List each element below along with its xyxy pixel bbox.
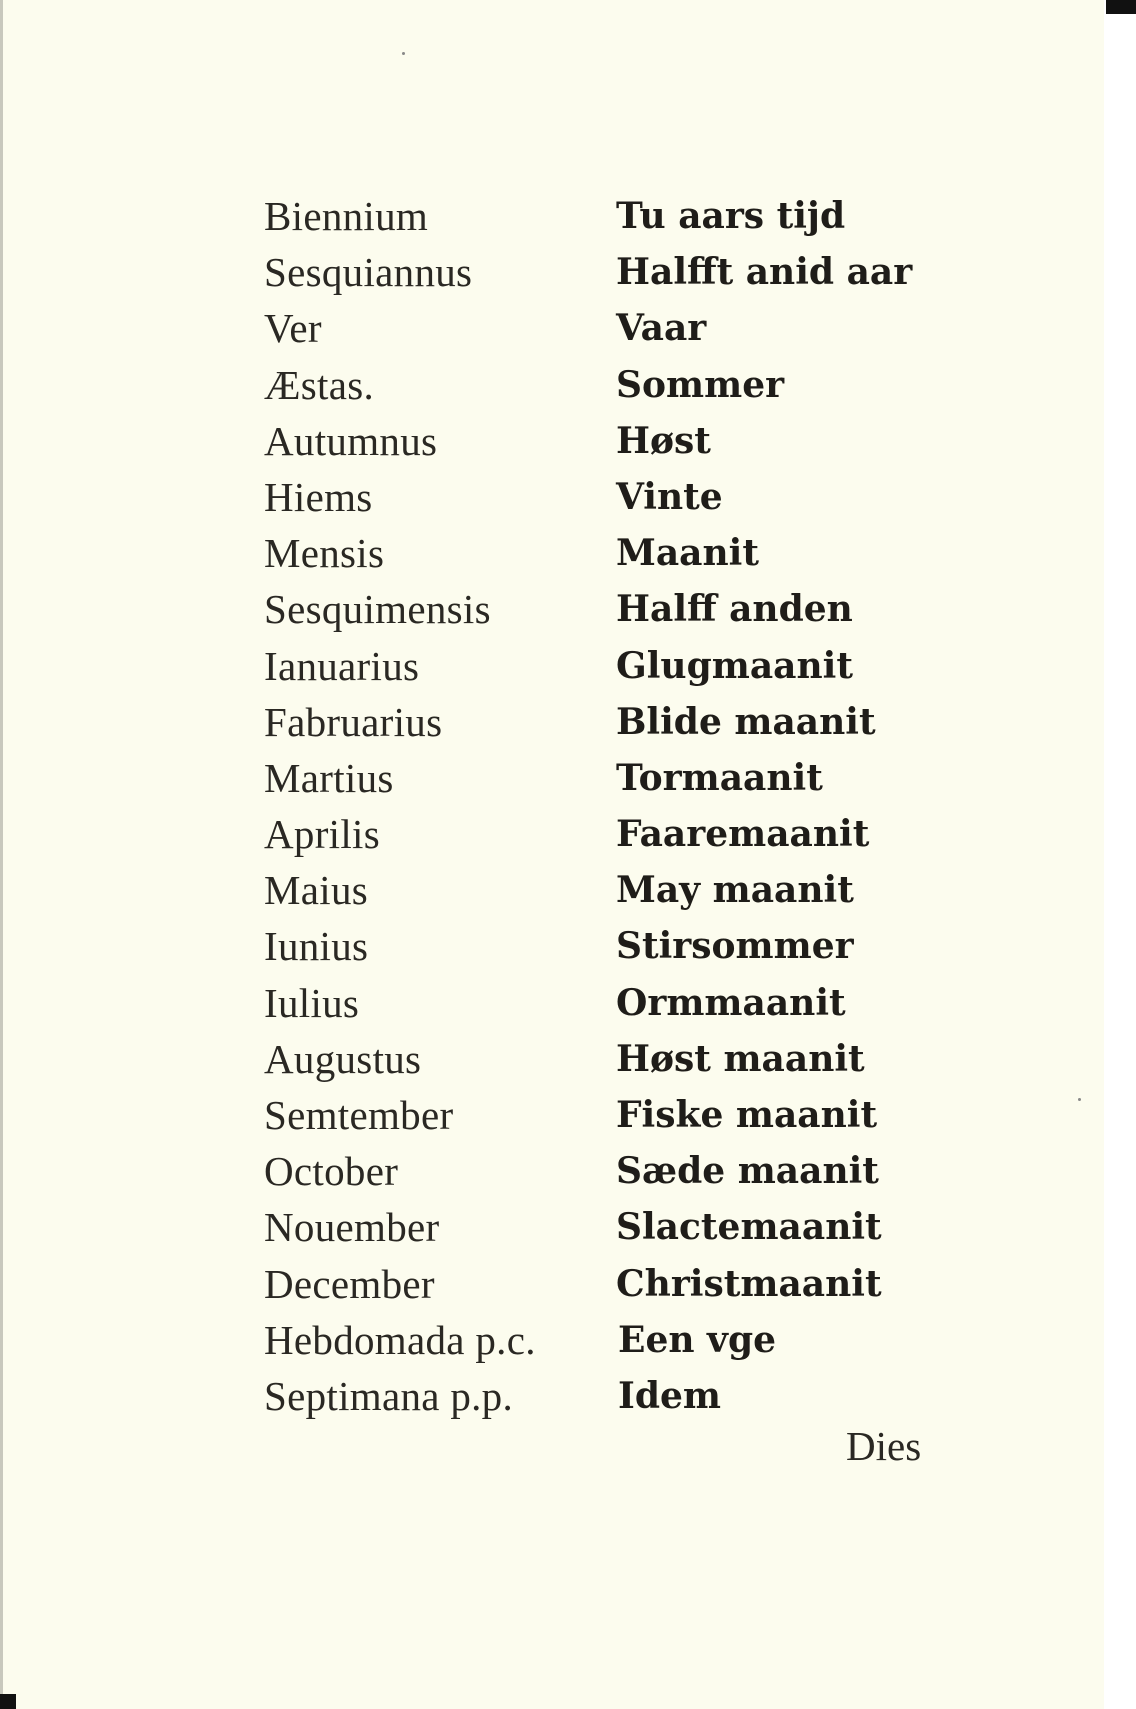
list-item [264,1260,984,1316]
catchword: Dies [846,1423,922,1469]
latin-term: Biennium [264,193,429,239]
danish-term: Faaremaanit [616,813,870,856]
latin-term: Augustus [264,1035,422,1082]
danish-term: Blide maanit [616,700,876,743]
latin-term: Fabruarius [264,698,443,745]
danish-term: Maanit [616,532,759,575]
list-item [264,529,984,585]
list-item [264,248,984,304]
danish-term: Vaar [616,307,707,350]
list-item [264,866,984,922]
list-item [264,192,984,248]
danish-term: May maanit [616,869,854,912]
list-item [264,810,984,866]
danish-term: Tormaanit [616,756,823,799]
scan-corner-mark [0,1694,16,1709]
danish-term: Christmaanit [616,1262,882,1305]
latin-term: Hebdomada p.c. [264,1316,536,1363]
latin-term: Sesquimensis [264,586,491,633]
danish-term: Høst [616,419,711,462]
list-item [264,417,984,473]
latin-term: Æstas. [264,361,375,408]
list-item [264,1147,984,1203]
danish-term: Ormmaanit [616,981,846,1024]
danish-term: Høst maanit [616,1037,865,1080]
latin-term: Septimana p.p. [264,1372,514,1419]
latin-term: Martius [264,754,394,801]
scan-corner-mark [1106,0,1136,14]
danish-term: Sæde maanit [616,1150,879,1193]
latin-term: Mensis [264,530,385,577]
list-item [264,1372,984,1428]
list-item [264,1203,984,1259]
latin-term: Nouember [264,1204,440,1251]
list-item [264,304,984,360]
danish-term: Vinte [616,475,723,518]
danish-term: Stirsommer [616,925,854,968]
danish-term: Tu aars tijd [616,195,846,237]
danish-term: Slactemaanit [616,1206,882,1249]
danish-term: Halfft anid aar [616,251,913,294]
list-item [264,1091,984,1147]
danish-term: Halff anden [616,588,853,631]
list-item [264,1316,984,1372]
danish-term: Een vge [618,1318,777,1361]
danish-term: Glugmaanit [616,644,853,687]
latin-term: December [264,1260,435,1307]
latin-term: Maius [264,867,368,914]
list-item [264,361,984,417]
list-item [264,1035,984,1091]
latin-term: October [264,1148,399,1195]
latin-term: Aprilis [264,811,380,858]
list-item [264,754,984,810]
danish-term: Sommer [616,363,785,406]
latin-term: Sesquiannus [264,249,473,296]
paper-speck [1078,1098,1081,1101]
list-item [264,642,984,698]
latin-term: Ver [264,305,322,352]
latin-term: Hiems [264,473,373,520]
latin-term: Autumnus [264,417,438,464]
list-item [264,585,984,641]
vocabulary-list [264,192,984,1428]
list-item [264,922,984,978]
list-item [264,698,984,754]
latin-term: Iulius [264,979,360,1026]
latin-term: Iunius [264,923,369,970]
list-item [264,979,984,1035]
page-left-edge [0,0,3,1709]
latin-term: Ianuarius [264,642,420,689]
paper-speck [402,52,405,55]
latin-term: Semtember [264,1092,454,1138]
list-item [264,473,984,529]
danish-term: Fiske maanit [616,1094,878,1136]
danish-term: Idem [618,1374,722,1417]
